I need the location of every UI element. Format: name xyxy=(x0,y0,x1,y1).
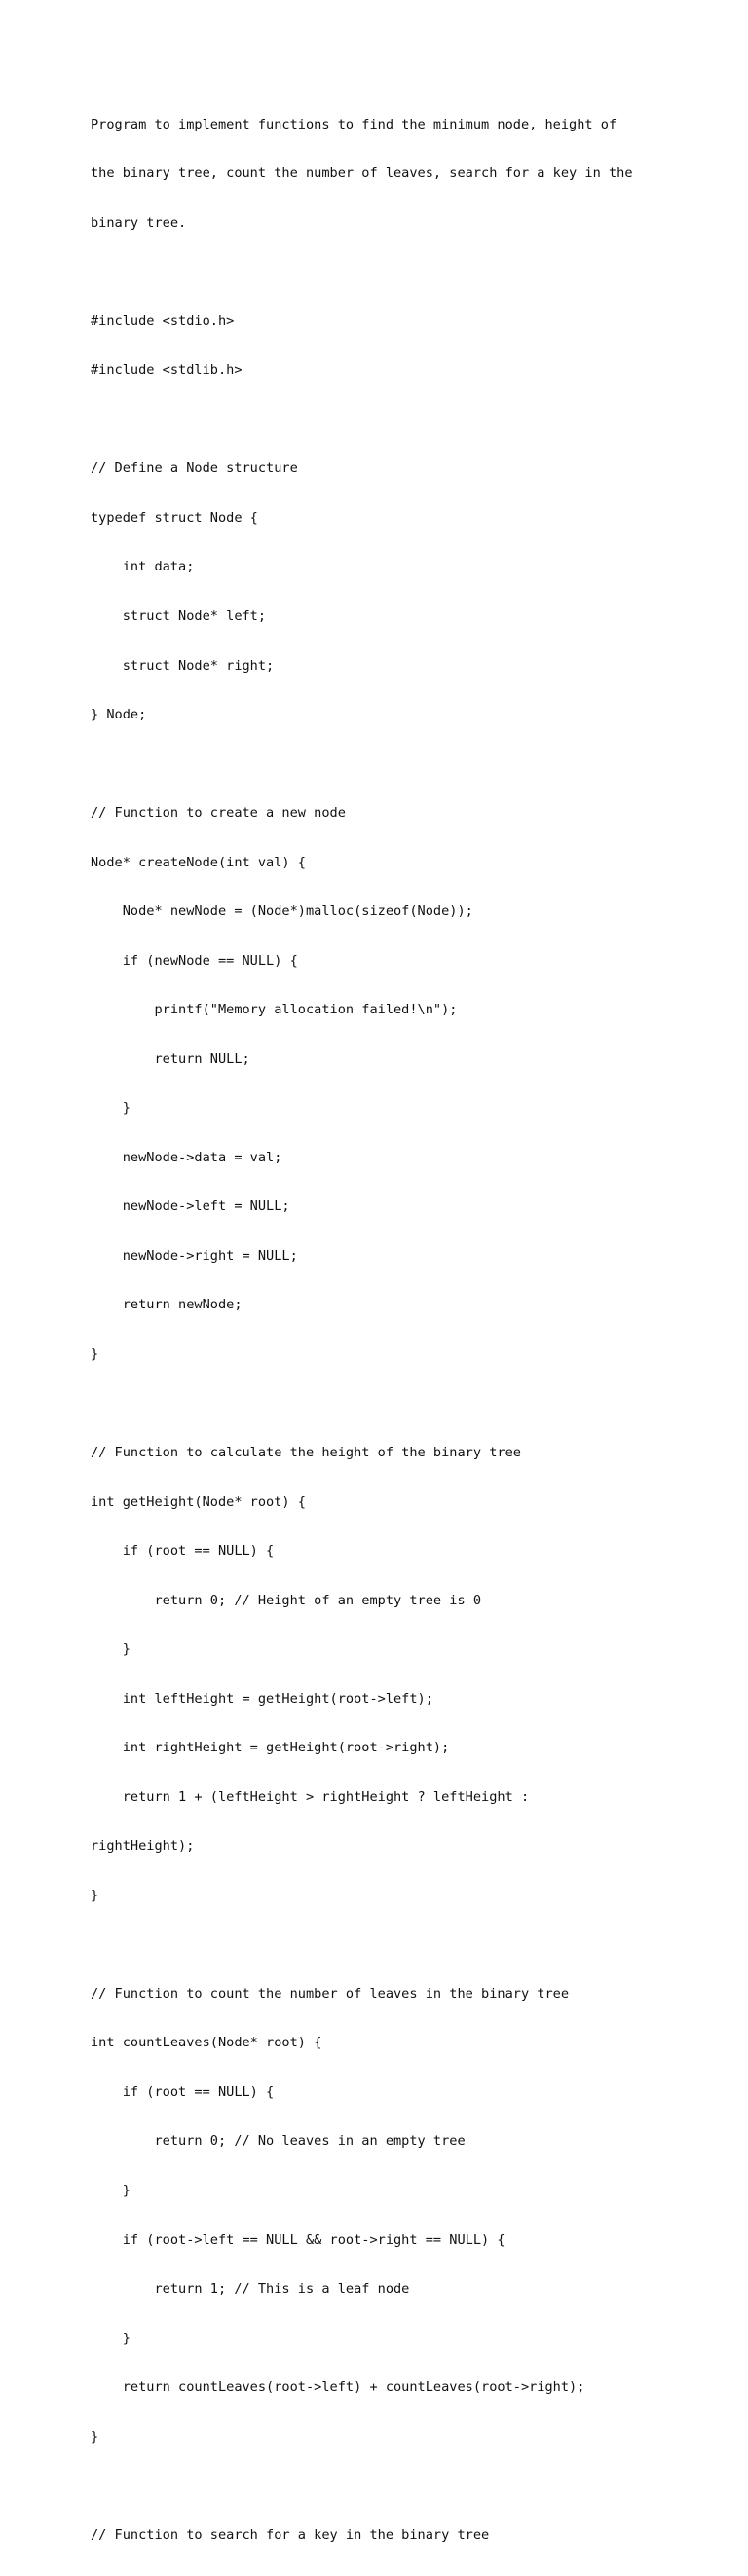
code-line: if (newNode == NULL) { xyxy=(91,952,298,969)
blank-line xyxy=(91,412,714,428)
code-line: } xyxy=(91,1887,99,1903)
document-body xyxy=(91,84,714,2576)
code-line: #include <stdlib.h> xyxy=(91,362,243,379)
code-line: return countLeaves(root->left) + countLeaves(root->right); xyxy=(91,2379,585,2396)
code-line: if (root == NULL) { xyxy=(91,2083,275,2100)
code-line: Node* createNode(int val) { xyxy=(91,854,306,870)
code-comment: // Function to create a new node xyxy=(91,805,346,822)
code-line: Node* newNode = (Node*)malloc(sizeof(Node)); xyxy=(91,903,473,920)
code-line: if (root->left == NULL && root->right == NULL) { xyxy=(91,2231,505,2248)
code-line: newNode->left = NULL; xyxy=(91,1198,290,1215)
code-line: return 1; // This is a leaf node xyxy=(91,2281,410,2298)
code-comment: // Define a Node structure xyxy=(91,460,298,477)
code-line: return NULL; xyxy=(91,1050,250,1067)
code-comment: // Function to calculate the height of the binary tree xyxy=(91,1445,521,1461)
code-line: newNode->data = val; xyxy=(91,1149,282,1165)
code-line: newNode->right = NULL; xyxy=(91,1247,298,1264)
intro-line: Program to implement functions to find the minimum node, height of xyxy=(91,116,617,132)
code-line: return 1 + (leftHeight > rightHeight ? leftHeight : xyxy=(91,1788,530,1805)
blank-line xyxy=(91,756,714,773)
code-line: } xyxy=(91,1345,99,1362)
code-line: typedef struct Node { xyxy=(91,509,258,526)
code-line: return 0; // No leaves in an empty tree xyxy=(91,2133,466,2150)
code-line: int leftHeight = getHeight(root->left); xyxy=(91,1690,433,1707)
code-line: int rightHeight = getHeight(root->right); xyxy=(91,1740,450,1756)
code-line: #include <stdio.h> xyxy=(91,313,235,329)
code-line: return newNode; xyxy=(91,1297,243,1313)
code-line: struct Node* right; xyxy=(91,657,275,674)
code-line: int countLeaves(Node* root) { xyxy=(91,2035,322,2051)
code-line: } xyxy=(91,2183,131,2198)
code-line: int data; xyxy=(91,559,195,575)
code-line: struct Node* left; xyxy=(91,608,267,624)
code-comment: // Function to search for a key in the binary tree xyxy=(91,2526,490,2543)
code-line: if (root == NULL) { xyxy=(91,1543,275,1560)
code-comment: // Function to count the number of leaves in the binary tree xyxy=(91,1985,570,2002)
blank-line xyxy=(91,1396,714,1413)
code-line: int getHeight(Node* root) { xyxy=(91,1493,306,1510)
code-line: } xyxy=(91,2428,99,2445)
code-line: printf("Memory allocation failed!\n"); xyxy=(91,1002,458,1018)
code-line: } xyxy=(91,1641,131,1658)
blank-line xyxy=(91,264,714,280)
code-line: } xyxy=(91,1100,131,1117)
intro-line: binary tree. xyxy=(91,214,187,231)
intro-line: the binary tree, count the number of leaves, search for a key in the xyxy=(91,166,633,182)
blank-line xyxy=(91,2478,714,2494)
code-line: return 0; // Height of an empty tree is 0 xyxy=(91,1592,482,1608)
blank-line xyxy=(91,1936,714,1953)
code-line: } Node; xyxy=(91,707,147,723)
code-line: } xyxy=(91,2330,131,2346)
code-line: rightHeight); xyxy=(91,1838,195,1855)
